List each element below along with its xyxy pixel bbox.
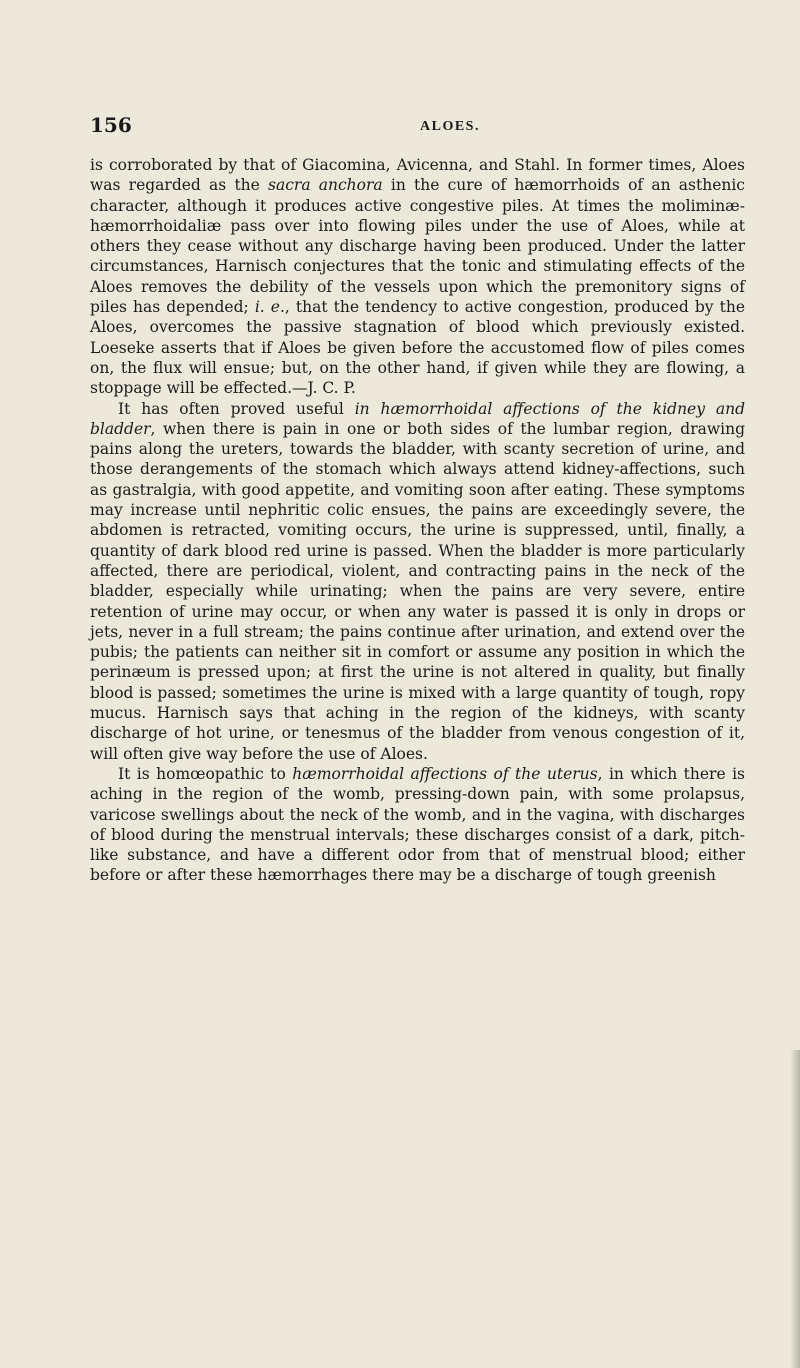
italic-segment: hæmorrhoidal affections of the uterus bbox=[292, 764, 598, 783]
running-head: ALOES. bbox=[420, 119, 480, 134]
italic-segment: in hæmorrhoidal affections of the kidney and bladder bbox=[90, 399, 746, 438]
page-header bbox=[90, 113, 770, 143]
text-segment: , when there is pain in one or both sides of the lumbar region, drawing pains along the ureters, towards the bladder, with scanty secretion of urine, and those derangements of the stomach which always attend kidney-affections, such as gastralgia, with good appetite, and vomiting soon after eating. These symptoms may increase until nephritic colic ensues, the pains are exceedingly severe, the abdomen is retracted, vomiting occurs, the urine is suppressed, until, finally, a quantity of dark blood red urine is passed. When the bladder is more particularly affected, there are periodical, violent, and contracting pains in the neck of the bladder, especially while urinating; when the pains are very severe, entire retention of urine may occur, or when any water is passed it is only in drops or jets, never in a full stream; the pains continue after urination, and extend over the pubis; the patients can neither sit in comfort or assume any position in which the perinæum is pressed upon; at first the urine is not altered in quality, but finally blood is passed; sometimes the urine is mixed with a large quantity of tough, ropy mucus. Harnisch says that aching in the region of the kidneys, with scanty discharge of hot urine, or tenesmus of the bladder from venous congestion of it, will often give way before the use of Aloes. bbox=[90, 419, 745, 763]
paragraph-3 bbox=[90, 764, 745, 886]
page-edge-shadow bbox=[790, 1050, 800, 1368]
page-number: 156 bbox=[90, 113, 132, 137]
italic-segment: sacra anchora bbox=[268, 176, 383, 195]
paragraph-2 bbox=[90, 399, 745, 764]
body-text bbox=[90, 155, 745, 886]
paragraph-1 bbox=[90, 155, 745, 399]
italic-segment: i. e. bbox=[254, 298, 285, 317]
text-segment: in the cure of hæmorrhoids of an asthenic character, although it produces active congestive piles. At times the moliminæ-hæmorrhoidaliæ pass over into flowing piles under the use of Aloes, while at others they cease without any discharge having been produced. Under the latter circumstances, Harnisch conjectures that the tonic and stimulating effects of the Aloes removes the debility of the vessels upon which the premonitory signs of piles has depended; bbox=[90, 176, 745, 317]
text-segment: , that the tendency to active congestion, produced by the Aloes, overcomes the passive stagnation of blood which previously existed. Loeseke asserts that if Aloes be given before the accustomed flow of piles comes on, the flux will ensue; but, on the other hand, if given while they are flowing, a stoppage will be effected.—J. C. P. bbox=[90, 298, 745, 398]
text-segment: , in which there is aching in the region of the womb, pressing-down pain, with some prolapsus, varicose swellings about the neck of the womb, and in the vagina, with discharges of blood during the menstrual intervals; these discharges consist of a dark, pitch-like substance, and have a different odor from that of menstrual blood; either before or after these hæmorrhages there may be a discharge of tough greenish bbox=[90, 764, 745, 885]
text-segment: It is homœopathic to bbox=[118, 764, 293, 783]
text-segment: is corroborated by that of Giacomina, Avicenna, and Stahl. In former times, Aloes was regarded as the bbox=[90, 156, 745, 195]
text-segment: It has often proved useful bbox=[118, 399, 355, 418]
